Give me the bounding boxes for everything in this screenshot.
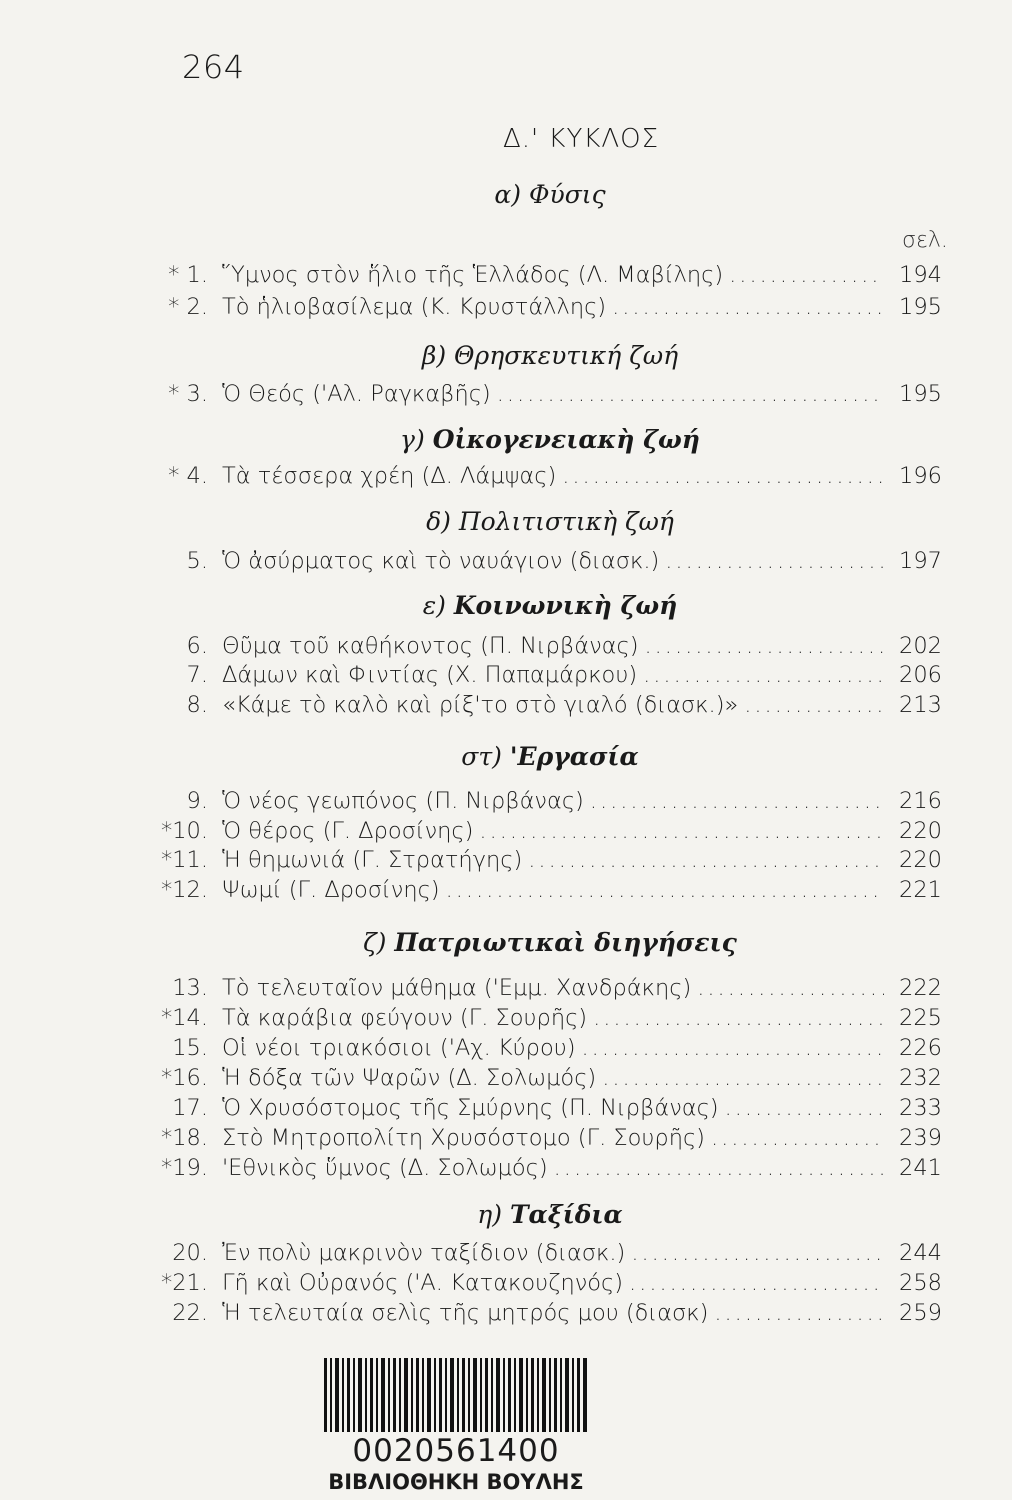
- section-name: Πολιτιστικὴ ζωή: [458, 507, 674, 536]
- section-letter: δ): [426, 507, 451, 536]
- toc-entry: [150, 692, 942, 722]
- section-heading-travels: [150, 1200, 950, 1229]
- entry-page: 220: [899, 847, 942, 873]
- section-name: 'Εργασία: [509, 742, 639, 771]
- section-heading-cultural-life: [150, 507, 950, 536]
- entry-title: Θῦμα τοῦ καθήκοντος (Π. Νιρβάνας): [222, 633, 639, 659]
- entry-number: 22.: [172, 1300, 208, 1326]
- leader-dots: [729, 262, 884, 288]
- entry-title: Ὁ Θεός ('Αλ. Ραγκαβῆς): [222, 381, 491, 407]
- barcode-number: 0020561400: [352, 1433, 560, 1469]
- section-name: Κοινωνικὴ ζωή: [453, 591, 678, 620]
- leader-dots: [697, 975, 884, 1001]
- entry-title: Στὸ Μητροπολίτη Χρυσόστομο (Γ. Σουρῆς): [222, 1125, 705, 1151]
- entry-page: 195: [899, 294, 942, 320]
- section-letter: στ): [461, 742, 502, 771]
- entry-page: 244: [899, 1240, 942, 1266]
- entry-page: 239: [899, 1125, 942, 1151]
- entry-number: 17.: [172, 1095, 208, 1121]
- entry-title: Ἐν πολὺ μακρινὸν ταξίδιον (διασκ.): [222, 1240, 626, 1266]
- entry-number: *10.: [160, 818, 208, 844]
- toc-entry: [150, 294, 942, 324]
- entry-page: 259: [899, 1300, 942, 1326]
- entry-page: 222: [899, 975, 942, 1001]
- entry-title: Ἡ δόξα τῶν Ψαρῶν (Δ. Σολωμός): [222, 1065, 597, 1091]
- leader-dots: [725, 1095, 884, 1121]
- section-letter: ζ): [363, 928, 387, 957]
- entry-number: 9.: [186, 788, 208, 814]
- toc-entry: [150, 847, 942, 877]
- leader-dots: [582, 1035, 884, 1061]
- section-letter: β): [421, 341, 447, 370]
- entry-page: 241: [899, 1155, 942, 1181]
- toc-entry: [150, 1300, 942, 1330]
- toc-entry: [150, 788, 942, 818]
- section-letter: η): [477, 1200, 502, 1229]
- leader-dots: [528, 847, 884, 873]
- entry-number: 5.: [186, 548, 208, 574]
- entry-page: 233: [899, 1095, 942, 1121]
- section-letter: α): [494, 180, 522, 209]
- leader-dots: [629, 1270, 884, 1296]
- entry-title: Ὁ ἀσύρματος καὶ τὸ ναυάγιον (διασκ.): [222, 548, 660, 574]
- barcode-icon: [322, 1358, 590, 1432]
- leader-dots: [631, 1240, 884, 1266]
- entry-title: 'Εθνικὸς ὕμνος (Δ. Σολωμός): [222, 1155, 548, 1181]
- entry-number: *11.: [160, 847, 208, 873]
- leader-dots: [446, 877, 884, 903]
- entry-page: 196: [899, 463, 942, 489]
- entry-page: 202: [899, 633, 942, 659]
- entry-title: Ἡ θημωνιά (Γ. Στρατήγης): [222, 847, 523, 873]
- leader-dots: [612, 294, 884, 320]
- entry-page: 220: [899, 818, 942, 844]
- leader-dots: [593, 1005, 884, 1031]
- section-heading-patriotic-stories: [150, 928, 950, 957]
- entry-number: 7.: [186, 662, 208, 688]
- entry-number: *19.: [160, 1155, 208, 1181]
- leader-dots: [643, 662, 884, 688]
- entry-page: 216: [899, 788, 942, 814]
- entry-title: Ὕμνος στὸν ἥλιο τῆς Ἑλλάδος (Λ. Μαβίλης): [222, 262, 724, 288]
- entry-page: 232: [899, 1065, 942, 1091]
- toc-entry: [150, 1240, 942, 1270]
- toc-entry: [150, 1125, 942, 1155]
- toc-entry: [150, 1035, 942, 1065]
- entry-number: 20.: [172, 1240, 208, 1266]
- leader-dots: [590, 788, 884, 814]
- entry-number: *14.: [160, 1005, 208, 1031]
- leader-dots: [711, 1125, 884, 1151]
- entry-title: Τὰ καράβια φεύγουν (Γ. Σουρῆς): [222, 1005, 588, 1031]
- entry-page: 225: [899, 1005, 942, 1031]
- leader-dots: [645, 633, 885, 659]
- entry-number: 8.: [186, 692, 208, 718]
- entry-page: 213: [899, 692, 942, 718]
- section-letter: γ): [400, 425, 425, 454]
- entry-number: *16.: [160, 1065, 208, 1091]
- entry-title: Ἡ τελευταία σελὶς τῆς μητρός μου (διασκ): [222, 1300, 709, 1326]
- toc-entry: [150, 662, 942, 692]
- toc-entry: [150, 877, 942, 907]
- page-number: 264: [182, 48, 245, 86]
- entry-title: «Κάμε τὸ καλὸ καὶ ρίξ'το στὸ γιαλό (διασκ.)»: [222, 692, 739, 718]
- toc-entry: [150, 463, 942, 493]
- entry-page: 197: [899, 548, 942, 574]
- toc-entry: [150, 548, 942, 578]
- leader-dots: [714, 1300, 884, 1326]
- entry-page: 194: [899, 262, 942, 288]
- toc-entry: [150, 1005, 942, 1035]
- leader-dots: [479, 818, 884, 844]
- leader-dots: [562, 463, 884, 489]
- toc-entry: [150, 633, 942, 663]
- section-name: Ταξίδια: [509, 1200, 623, 1229]
- section-name: Φύσις: [529, 180, 606, 209]
- toc-entry: [150, 818, 942, 848]
- entry-title: Τὸ ἡλιοβασίλεμα (Κ. Κρυστάλλης): [222, 294, 607, 320]
- entry-title: Οἱ νέοι τριακόσιοι ('Αχ. Κύρου): [222, 1035, 576, 1061]
- section-heading-family-life: [150, 425, 950, 454]
- entry-page: 206: [899, 662, 942, 688]
- entry-number: 13.: [172, 975, 208, 1001]
- entry-number: *18.: [160, 1125, 208, 1151]
- page-column-label: σελ.: [902, 228, 948, 253]
- entry-number: * 1.: [168, 262, 208, 288]
- entry-page: 226: [899, 1035, 942, 1061]
- leader-dots: [602, 1065, 884, 1091]
- entry-page: 258: [899, 1270, 942, 1296]
- entry-title: Τὸ τελευταῖον μάθημα ('Εμμ. Χανδράκης): [222, 975, 692, 1001]
- toc-entry: [150, 1095, 942, 1125]
- leader-dots: [665, 548, 884, 574]
- section-name: Οἰκογενειακὴ ζωή: [432, 425, 700, 454]
- entry-title: Ψωμί (Γ. Δροσίνης): [222, 877, 440, 903]
- entry-number: * 2.: [168, 294, 208, 320]
- section-heading-social-life: [150, 591, 950, 620]
- toc-entry: [150, 1065, 942, 1095]
- entry-number: 6.: [186, 633, 208, 659]
- entry-number: 15.: [172, 1035, 208, 1061]
- entry-page: 195: [899, 381, 942, 407]
- entry-title: Ὁ νέος γεωπόνος (Π. Νιρβάνας): [222, 788, 584, 814]
- section-name: Πατριωτικαὶ διηγήσεις: [394, 928, 737, 957]
- entry-title: Ὁ θέρος (Γ. Δροσίνης): [222, 818, 474, 844]
- toc-entry: [150, 1270, 942, 1300]
- entry-number: *21.: [160, 1270, 208, 1296]
- library-label: ΒΙΒΛΙΟΘΗΚΗ ΒΟΥΛΗΣ: [328, 1470, 584, 1494]
- leader-dots: [497, 381, 884, 407]
- entry-title: Γῆ καὶ Οὐρανός ('Α. Κατακουζηνός): [222, 1270, 624, 1296]
- entry-number: * 4.: [168, 463, 208, 489]
- toc-entry: [150, 262, 942, 292]
- toc-entry: [150, 1155, 942, 1185]
- entry-title: Τὰ τέσσερα χρέη (Δ. Λάμψας): [222, 463, 557, 489]
- leader-dots: [744, 692, 884, 718]
- cycle-title: Δ.' ΚΥΚΛΟΣ: [502, 124, 660, 154]
- entry-title: Δάμων καὶ Φιντίας (Χ. Παπαμάρκου): [222, 662, 638, 688]
- entry-title: Ὁ Χρυσόστομος τῆς Σμύρνης (Π. Νιρβάνας): [222, 1095, 719, 1121]
- entry-number: *12.: [160, 877, 208, 903]
- toc-entry: [150, 975, 942, 1005]
- toc-entry: [150, 381, 942, 411]
- section-heading-religious-life: [150, 341, 950, 370]
- leader-dots: [554, 1155, 884, 1181]
- entry-number: * 3.: [168, 381, 208, 407]
- section-letter: ε): [422, 591, 446, 620]
- section-heading-work: [150, 742, 950, 771]
- section-name: Θρησκευτική ζωή: [454, 341, 679, 370]
- entry-page: 221: [899, 877, 942, 903]
- section-heading-physis: [150, 180, 950, 209]
- library-barcode-stamp: [322, 1358, 590, 1496]
